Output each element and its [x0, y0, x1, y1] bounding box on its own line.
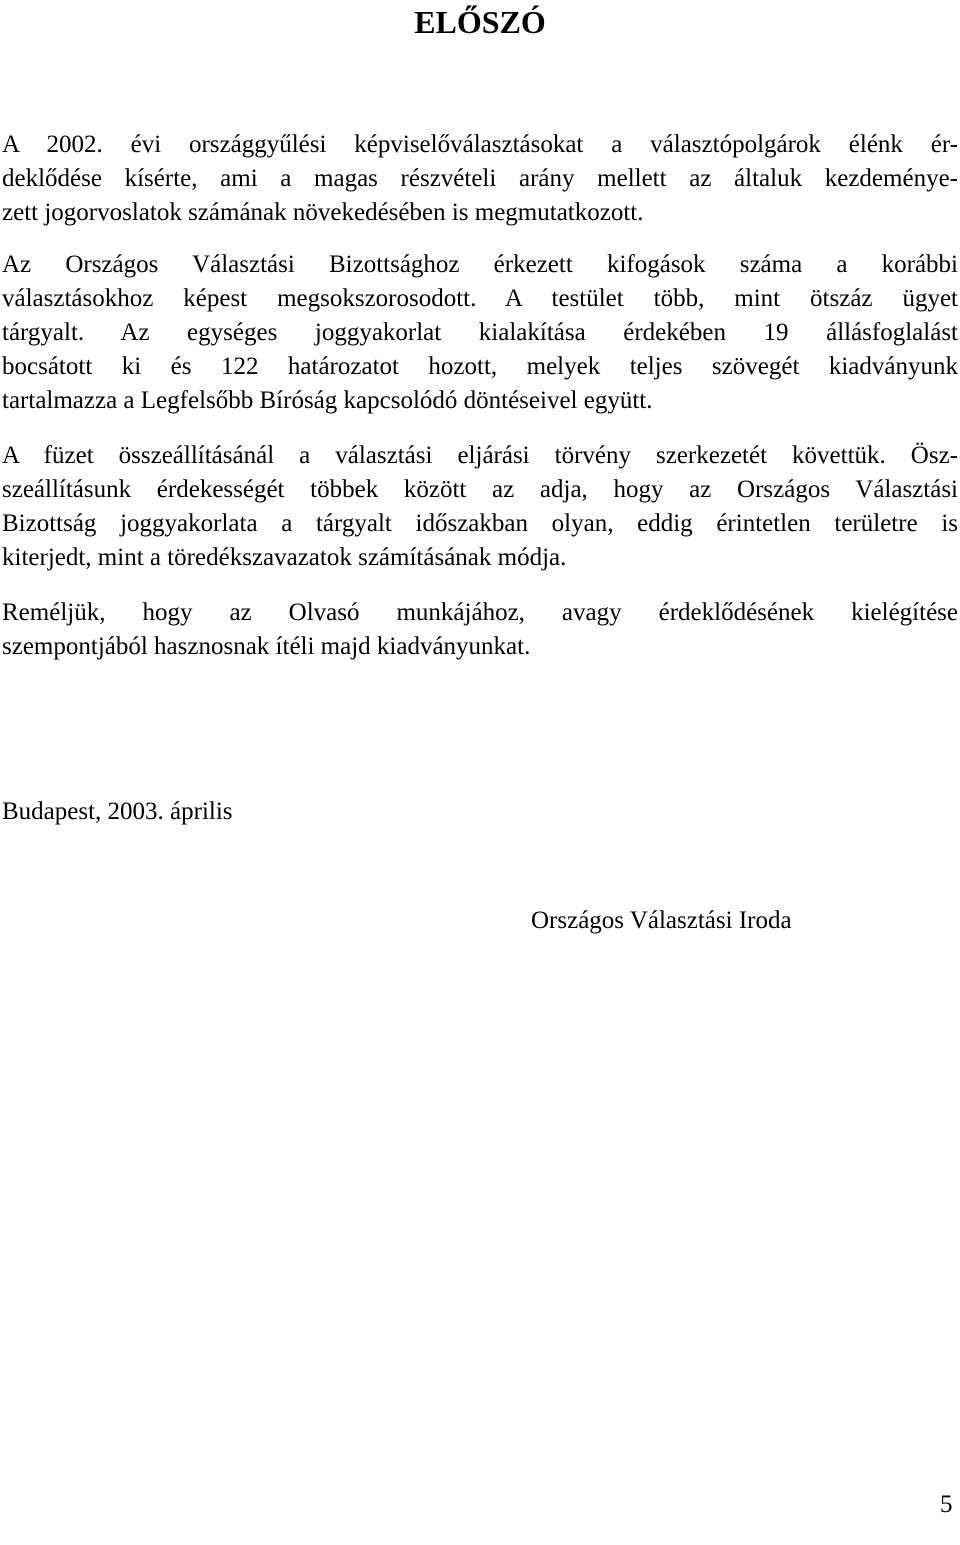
text-line: tartalmazza a Legfelsőbb Bíróság kapcsolódó döntéseivel együtt. [2, 387, 653, 414]
text-line: szeállításunk érdekességét többek között az adja, hogy az Országos Választási [2, 476, 958, 503]
paragraph-2 [2, 248, 958, 418]
text-line: szempontjából hasznosnak ítéli majd kiadványunkat. [2, 633, 531, 660]
text-line: deklődése kísérte, ami a magas részvételi arány mellett az általuk kezdeménye- [2, 165, 958, 192]
text-line: Reméljük, hogy az Olvasó munkájához, avagy érdeklődésének kielégítése [2, 599, 958, 626]
paragraph-3 [2, 439, 958, 575]
text-line: bocsátott ki és 122 határozatot hozott, melyek teljes szövegét kiadványunk [2, 353, 958, 380]
text-line: Bizottság joggyakorlata a tárgyalt időszakban olyan, eddig érintetlen területre is [2, 510, 958, 537]
page-title: ELŐSZÓ [414, 4, 546, 40]
text-line: zett jogorvoslatok számának növekedésében is megmutatkozott. [2, 199, 644, 226]
text-line: A füzet összeállításánál a választási eljárási törvény szerkezetét követtük. Ösz- [2, 442, 958, 469]
paragraph-1 [2, 128, 958, 230]
text-line: tárgyalt. Az egységes joggyakorlat kialakítása érdekében 19 állásfoglalást [2, 319, 958, 346]
place-date: Budapest, 2003. április [2, 798, 233, 825]
text-line: választásokhoz képest megsokszorosodott. A testület több, mint ötszáz ügyet [2, 285, 958, 312]
signature: Országos Választási Iroda [531, 907, 792, 934]
text-line: kiterjedt, mint a töredékszavazatok számításának módja. [2, 544, 567, 571]
paragraph-4 [2, 596, 958, 664]
page-number: 5 [940, 1491, 953, 1518]
text-line: Az Országos Választási Bizottsághoz érkezett kifogások száma a korábbi [2, 251, 958, 278]
text-line: A 2002. évi országgyűlési képviselőválasztásokat a választópolgárok élénk ér- [2, 131, 958, 158]
